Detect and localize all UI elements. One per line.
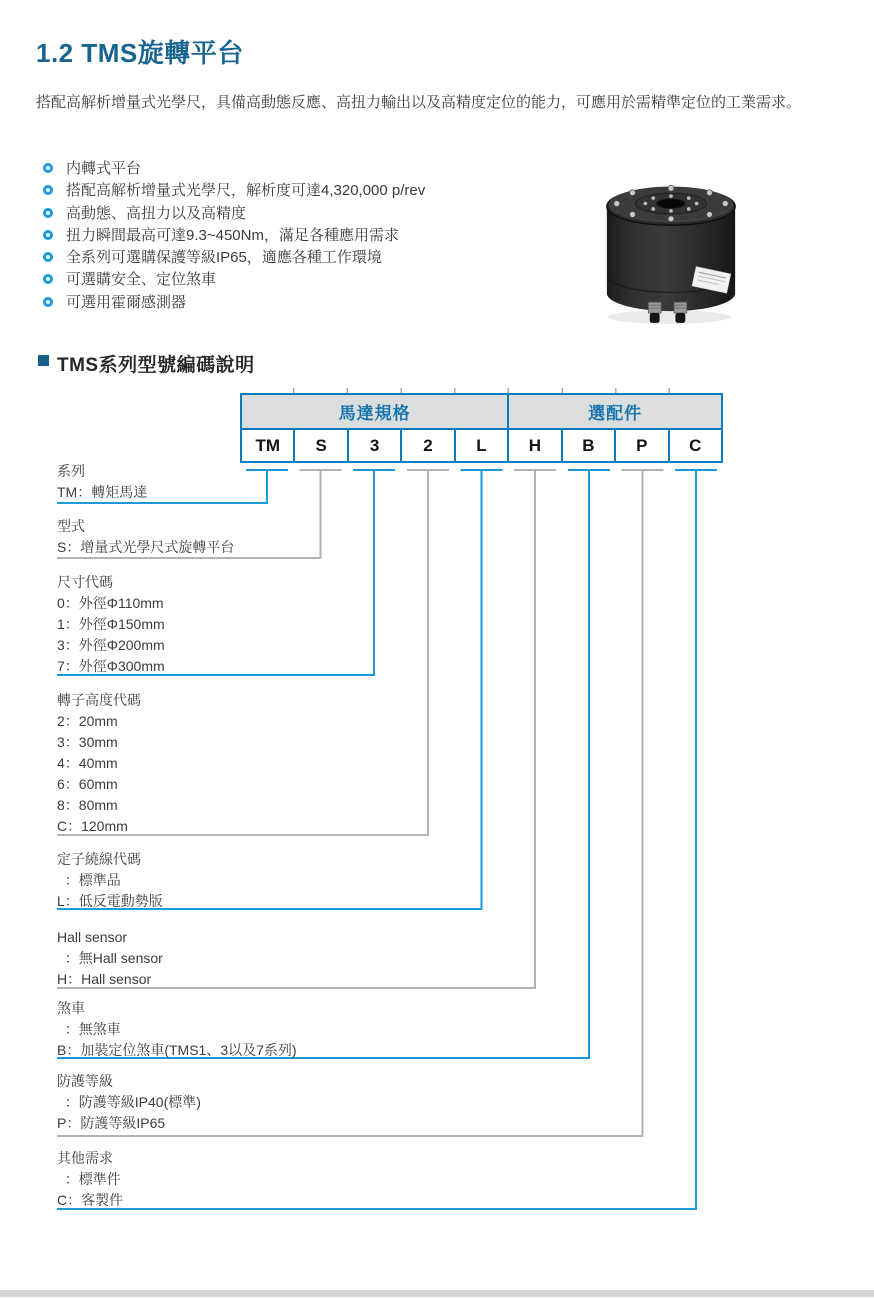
code-cell: L (455, 429, 508, 462)
center-hole (658, 199, 685, 208)
bullet-icon (43, 185, 53, 195)
legend-item: ：標準件 (57, 1171, 121, 1187)
legend-item: C：120mm (57, 818, 128, 834)
feature-item (43, 269, 425, 291)
footer-bar (0, 1290, 874, 1297)
feature-item (43, 292, 425, 314)
feature-text: 内轉式平台 (66, 160, 142, 177)
model-code-table (240, 393, 723, 463)
legend-item: 3：外徑Φ200mm (57, 637, 165, 653)
legend-group-title: 其他需求 (57, 1150, 113, 1166)
legend-group-title: 煞車 (57, 1000, 85, 1016)
table-group-header-row (241, 394, 722, 429)
legend-item: P：防護等級IP65 (57, 1115, 166, 1131)
feature-item (43, 180, 425, 202)
legend-item: S：增量式光學尺式旋轉平台 (57, 539, 235, 555)
bullet-icon (43, 252, 53, 262)
code-cell: P (615, 429, 668, 462)
page-title: 1.2 TMS旋轉平台 (36, 38, 244, 68)
feature-text: 可選購安全、定位煞車 (66, 271, 217, 289)
bullet-icon (43, 163, 53, 173)
legend-group-h (57, 927, 163, 990)
legend-item: ：防護等級IP40(標準) (57, 1094, 201, 1110)
intro-paragraph: 搭配高解析增量式光學尺，具備高動態反應、高扭力輸出以及高精度定位的能力，可應用於需精準定位的工業需求。 (36, 94, 802, 111)
connector-plug (674, 302, 687, 323)
legend-item: 6：60mm (57, 776, 118, 792)
product-photo (597, 158, 745, 328)
legend-group-title: 定子繞線代碼 (57, 851, 141, 867)
legend-item: TM：轉矩馬達 (57, 484, 148, 500)
legend-group-l (57, 849, 163, 912)
legend-item: 7：外徑Φ300mm (57, 658, 165, 674)
bullet-icon (43, 208, 53, 218)
code-row (241, 429, 722, 462)
code-cell: S (294, 429, 347, 462)
legend-item: 1：外徑Φ150mm (57, 616, 165, 632)
legend-group-title: 防護等級 (57, 1073, 113, 1089)
legend-item: 4：40mm (57, 755, 118, 771)
section-bullet-icon (38, 355, 49, 366)
code-cell: 3 (348, 429, 401, 462)
legend-item: ：無Hall sensor (57, 950, 163, 966)
legend-item: C：客製件 (57, 1192, 124, 1208)
feature-text: 高動態、高扭力以及高精度 (66, 204, 247, 222)
feature-text: 扭力瞬間最高可達9.3~450Nm，滿足各種應用需求 (66, 226, 399, 244)
legend-group-title: 轉子高度代碼 (57, 692, 141, 708)
feature-item (43, 158, 425, 180)
code-cell: C (669, 429, 723, 462)
legend-item: 0：外徑Φ110mm (57, 595, 164, 611)
legend-group-title: 型式 (57, 518, 85, 534)
group-header-cell: 選配件 (508, 394, 722, 429)
legend-item: B：加裝定位煞車(TMS1、3以及7系列) (57, 1042, 297, 1058)
feature-item (43, 203, 425, 225)
legend-item: 3：30mm (57, 734, 118, 750)
bullet-icon (43, 274, 53, 284)
bullet-icon (43, 230, 53, 240)
section-title: TMS系列型號編碼說明 (57, 355, 255, 376)
legend-group-s (57, 516, 234, 558)
section-heading (38, 350, 255, 377)
legend-group-b (57, 998, 297, 1061)
group-header-cell: 馬達規格 (241, 394, 508, 429)
legend-group-p (57, 1071, 201, 1134)
connector-plug (648, 302, 661, 323)
legend-item: ：標準品 (57, 872, 121, 888)
legend-item: L：低反電動勢版 (57, 893, 163, 909)
feature-text: 全系列可選購保護等級IP65，適應各種工作環境 (66, 249, 382, 267)
code-cell: 2 (401, 429, 454, 462)
legend-group-tm (57, 461, 147, 503)
feature-text: 可選用霍爾感測器 (66, 293, 187, 311)
feature-item (43, 225, 425, 247)
legend-item: H：Hall sensor (57, 971, 152, 987)
feature-text: 搭配高解析增量式光學尺，解析度可達4,320,000 p/rev (66, 182, 426, 200)
code-cell: H (508, 429, 561, 462)
legend-item: 2：20mm (57, 713, 118, 729)
feature-list (43, 158, 425, 314)
legend-group-title: 系列 (57, 463, 85, 479)
code-cell: B (562, 429, 615, 462)
legend-group-2 (57, 690, 141, 837)
legend-group-3 (57, 572, 165, 677)
legend-group-title: 尺寸代碼 (57, 574, 113, 590)
shadow (608, 310, 730, 324)
code-cell: TM (241, 429, 294, 462)
legend-item: ：無煞車 (57, 1021, 121, 1037)
legend-group-c (57, 1148, 123, 1211)
bullet-icon (43, 297, 53, 307)
feature-item (43, 247, 425, 269)
legend-item: 8：80mm (57, 797, 118, 813)
legend-group-title: Hall sensor (57, 929, 128, 945)
